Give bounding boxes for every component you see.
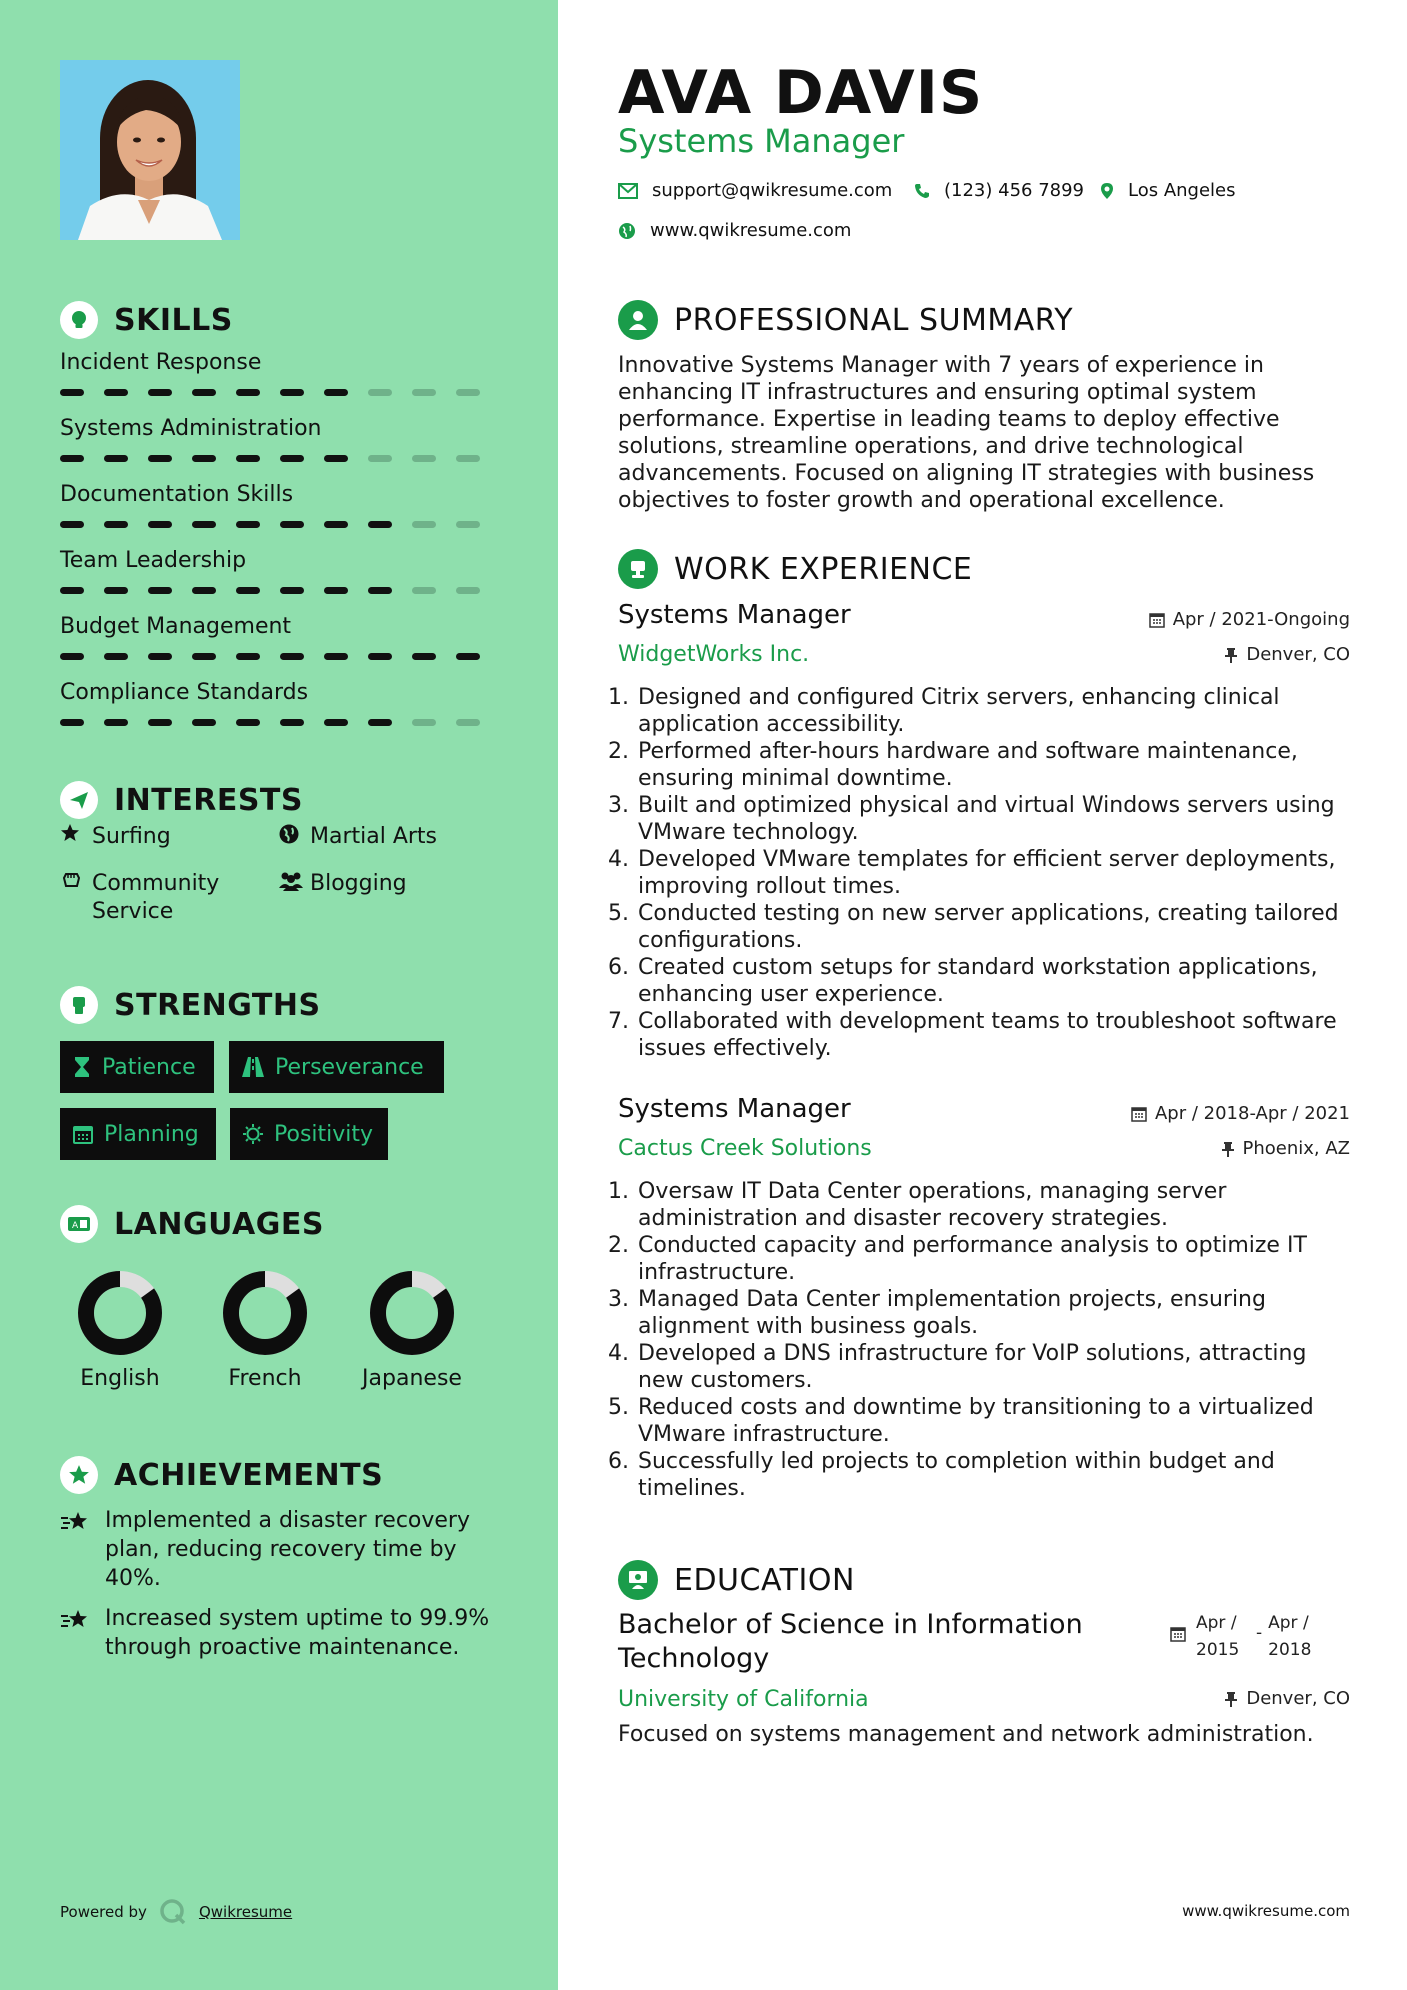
pushpin-icon — [1224, 1691, 1238, 1707]
globe-icon — [618, 222, 636, 240]
skill-level-segment — [368, 653, 392, 660]
education-dates: Apr / 2015 - Apr / 2018 — [1170, 1610, 1324, 1664]
job-location: Phoenix, AZ — [1221, 1138, 1351, 1159]
experience-heading: WORK EXPERIENCE — [618, 549, 972, 589]
map-pin-icon — [1100, 182, 1114, 200]
school-name: University of California — [618, 1687, 869, 1712]
skill-level-segment — [412, 521, 436, 528]
skill-level-segment — [192, 653, 216, 660]
task-item: 1. Oversaw IT Data Center operations, managing server administration and disaster recovery strategies. — [636, 1178, 1358, 1232]
interest-item: Martial Arts — [278, 823, 437, 853]
task-item: 1. Designed and configured Citrix servers, enhancing clinical application accessibility. — [636, 684, 1358, 738]
skill-level-segment — [60, 455, 84, 462]
language-item: English — [50, 1268, 190, 1391]
skill-level-bar — [60, 587, 500, 594]
job-tasks — [618, 684, 1358, 1062]
calendar-icon — [1131, 1106, 1147, 1122]
calendar-icon — [1149, 612, 1165, 628]
skill-level-segment — [148, 389, 172, 396]
pushpin-icon — [1221, 1141, 1235, 1157]
skill-item — [60, 680, 500, 726]
skill-level-bar — [60, 521, 500, 528]
skill-level-segment — [324, 653, 348, 660]
skill-level-segment — [236, 653, 260, 660]
road-icon — [241, 1056, 265, 1078]
website-contact[interactable]: www.qwikresume.com — [618, 220, 851, 241]
skill-level-segment — [236, 719, 260, 726]
education-location: Denver, CO — [1224, 1688, 1350, 1709]
skill-level-segment — [192, 455, 216, 462]
skill-level-segment — [104, 719, 128, 726]
skill-level-segment — [412, 719, 436, 726]
skill-level-segment — [412, 587, 436, 594]
skill-level-segment — [236, 521, 260, 528]
skill-level-segment — [456, 587, 480, 594]
language-item: French — [195, 1268, 335, 1391]
achievement-item: Increased system uptime to 99.9% through proactive maintenance. — [60, 1604, 500, 1662]
degree-title: Bachelor of Science in Information Technology — [618, 1609, 1083, 1674]
education-start: Apr / 2015 — [1196, 1613, 1240, 1660]
qwikresume-link[interactable]: Qwikresume — [198, 1903, 293, 1921]
task-item: 3. Built and optimized physical and virtual Windows servers using VMware technology. — [636, 792, 1358, 846]
skill-level-segment — [324, 521, 348, 528]
skill-level-segment — [104, 455, 128, 462]
education-heading: EDUCATION — [618, 1560, 855, 1600]
skill-level-segment — [456, 521, 480, 528]
globe-icon — [278, 823, 310, 853]
paper-plane-icon — [60, 781, 98, 819]
achievements-heading: ACHIEVEMENTS — [60, 1456, 383, 1494]
skill-level-segment — [280, 719, 304, 726]
skill-level-segment — [368, 521, 392, 528]
sun-icon — [242, 1123, 264, 1145]
skill-level-segment — [456, 455, 480, 462]
task-item: 7. Collaborated with development teams to troubleshoot software issues effectively. — [636, 1008, 1358, 1062]
skill-level-bar — [60, 455, 500, 462]
profile-photo — [60, 60, 240, 240]
company-name: WidgetWorks Inc. — [618, 642, 810, 667]
skill-level-segment — [368, 455, 392, 462]
interest-item: Community Service — [60, 870, 260, 926]
skill-level-segment — [412, 389, 436, 396]
skill-name: Team Leadership — [60, 548, 247, 573]
phone-contact[interactable]: (123) 456 7899 — [914, 180, 1084, 201]
pushpin-icon — [1224, 647, 1238, 663]
lightbulb-icon — [60, 301, 98, 339]
skill-level-segment — [104, 587, 128, 594]
shooting-star-icon — [60, 1604, 105, 1640]
skill-level-segment — [368, 719, 392, 726]
task-item: 2. Performed after-hours hardware and software maintenance, ensuring minimal downtime. — [636, 738, 1358, 792]
education-end: Apr / 2018 — [1268, 1613, 1312, 1660]
summary-text: Innovative Systems Manager with 7 years of experience in enhancing IT infrastructures and ensuring optimal system performance. Expertise in leading teams to deploy effective solutions, streamline operations, and drive technological advancements. Focused on aligning IT strategies with business objectives to foster growth and operational excellence. — [618, 353, 1315, 513]
skill-level-segment — [280, 455, 304, 462]
education-description: Focused on systems management and network administration. — [618, 1722, 1314, 1747]
skill-level-segment — [280, 653, 304, 660]
skill-level-segment — [324, 389, 348, 396]
skill-level-segment — [280, 587, 304, 594]
languages-heading: A LANGUAGES — [60, 1205, 324, 1243]
skill-level-segment — [192, 389, 216, 396]
skill-level-bar — [60, 653, 500, 660]
briefcase-icon — [618, 549, 658, 589]
skill-level-segment — [368, 587, 392, 594]
skill-level-segment — [412, 455, 436, 462]
star-icon — [60, 823, 92, 851]
language-ring — [367, 1268, 457, 1358]
qwikresume-logo-icon — [159, 1898, 187, 1926]
hand-icon — [60, 870, 92, 900]
shooting-star-icon — [60, 1506, 105, 1542]
footer-url[interactable]: www.qwikresume.com — [1182, 1902, 1350, 1920]
user-icon — [618, 300, 658, 340]
achievement-item: Implemented a disaster recovery plan, reducing recovery time by 40%. — [60, 1506, 500, 1593]
candidate-name: AVA DAVIS — [618, 58, 984, 128]
location-contact: Los Angeles — [1100, 180, 1236, 201]
skill-level-segment — [236, 389, 260, 396]
skill-item — [60, 548, 500, 594]
svg-text:A: A — [72, 1221, 79, 1231]
phone-icon — [914, 183, 930, 199]
task-item: 3. Managed Data Center implementation projects, ensuring alignment with business goals. — [636, 1286, 1358, 1340]
skill-level-segment — [148, 653, 172, 660]
language-icon — [60, 1205, 98, 1243]
sidebar — [0, 0, 558, 1990]
skill-level-segment — [148, 587, 172, 594]
skill-level-segment — [60, 653, 84, 660]
skill-level-segment — [236, 587, 260, 594]
task-item: 4. Developed VMware templates for efficient server deployments, improving rollout times. — [636, 846, 1358, 900]
task-item: 2. Conducted capacity and performance analysis to optimize IT infrastructure. — [636, 1232, 1358, 1286]
skill-level-segment — [104, 389, 128, 396]
skill-level-segment — [192, 521, 216, 528]
main-content — [558, 0, 1407, 1990]
task-item: 6. Created custom setups for standard workstation applications, enhancing user experience. — [636, 954, 1358, 1008]
fist-icon — [60, 986, 98, 1024]
skill-level-segment — [60, 587, 84, 594]
skill-item — [60, 482, 500, 528]
job-title: Systems Manager — [618, 600, 851, 630]
skill-item — [60, 614, 500, 660]
skill-level-bar — [60, 389, 500, 396]
candidate-role: Systems Manager — [618, 122, 905, 160]
skill-level-segment — [324, 455, 348, 462]
job-title: Systems Manager — [618, 1094, 851, 1124]
envelope-icon — [618, 183, 638, 199]
task-item: 6. Successfully led projects to completion within budget and timelines. — [636, 1448, 1358, 1502]
task-item: 5. Conducted testing on new server applications, creating tailored configurations. — [636, 900, 1358, 954]
skill-level-segment — [104, 653, 128, 660]
skill-level-segment — [192, 719, 216, 726]
strength-tag: Perseverance — [229, 1041, 444, 1093]
language-item: Japanese — [342, 1268, 482, 1391]
skill-level-segment — [236, 455, 260, 462]
skill-level-segment — [324, 587, 348, 594]
skill-level-segment — [456, 653, 480, 660]
summary-heading: PROFESSIONAL SUMMARY — [618, 300, 1073, 340]
job-location: Denver, CO — [1224, 644, 1350, 665]
skill-level-segment — [60, 521, 84, 528]
skill-level-segment — [280, 389, 304, 396]
skill-item — [60, 416, 500, 462]
skill-level-segment — [324, 719, 348, 726]
hourglass-icon — [72, 1056, 92, 1078]
skill-level-segment — [192, 587, 216, 594]
skill-level-segment — [60, 389, 84, 396]
interest-item: Blogging — [278, 870, 407, 900]
job-tasks — [618, 1178, 1358, 1502]
interests-heading: INTERESTS — [60, 781, 303, 819]
strength-tag: Positivity — [230, 1108, 388, 1160]
strength-tag: Patience — [60, 1041, 214, 1093]
skill-level-segment — [104, 521, 128, 528]
language-ring — [75, 1268, 165, 1358]
users-icon — [278, 870, 310, 900]
calendar-icon — [72, 1123, 94, 1145]
skill-level-segment — [148, 455, 172, 462]
job-dates: Apr / 2018-Apr / 2021 — [1131, 1103, 1350, 1124]
powered-by: Powered by Qwikresume — [60, 1898, 292, 1926]
task-item: 4. Developed a DNS infrastructure for VoIP solutions, attracting new customers. — [636, 1340, 1358, 1394]
language-ring — [220, 1268, 310, 1358]
skill-level-segment — [280, 521, 304, 528]
skill-level-segment — [412, 653, 436, 660]
skill-name: Documentation Skills — [60, 482, 294, 507]
skills-heading: SKILLS — [60, 301, 233, 339]
task-item: 5. Reduced costs and downtime by transitioning to a virtualized VMware infrastructure. — [636, 1394, 1358, 1448]
skill-name: Incident Response — [60, 350, 262, 375]
skill-level-segment — [368, 389, 392, 396]
strength-tag: Planning — [60, 1108, 216, 1160]
calendar-icon — [1170, 1626, 1186, 1642]
star-badge-icon — [60, 1456, 98, 1494]
skill-item — [60, 350, 500, 396]
skill-name: Compliance Standards — [60, 680, 309, 705]
interest-item: Surfing — [60, 823, 171, 851]
skill-level-segment — [148, 719, 172, 726]
skill-level-segment — [456, 389, 480, 396]
graduate-icon — [618, 1560, 658, 1600]
company-name: Cactus Creek Solutions — [618, 1136, 872, 1161]
skill-name: Budget Management — [60, 614, 292, 639]
job-dates: Apr / 2021-Ongoing — [1149, 609, 1350, 630]
skill-level-bar — [60, 719, 500, 726]
skill-level-segment — [456, 719, 480, 726]
strengths-heading: STRENGTHS — [60, 986, 321, 1024]
skill-level-segment — [60, 719, 84, 726]
email-contact[interactable]: support@qwikresume.com — [618, 180, 892, 201]
skill-name: Systems Administration — [60, 416, 322, 441]
skill-level-segment — [148, 521, 172, 528]
